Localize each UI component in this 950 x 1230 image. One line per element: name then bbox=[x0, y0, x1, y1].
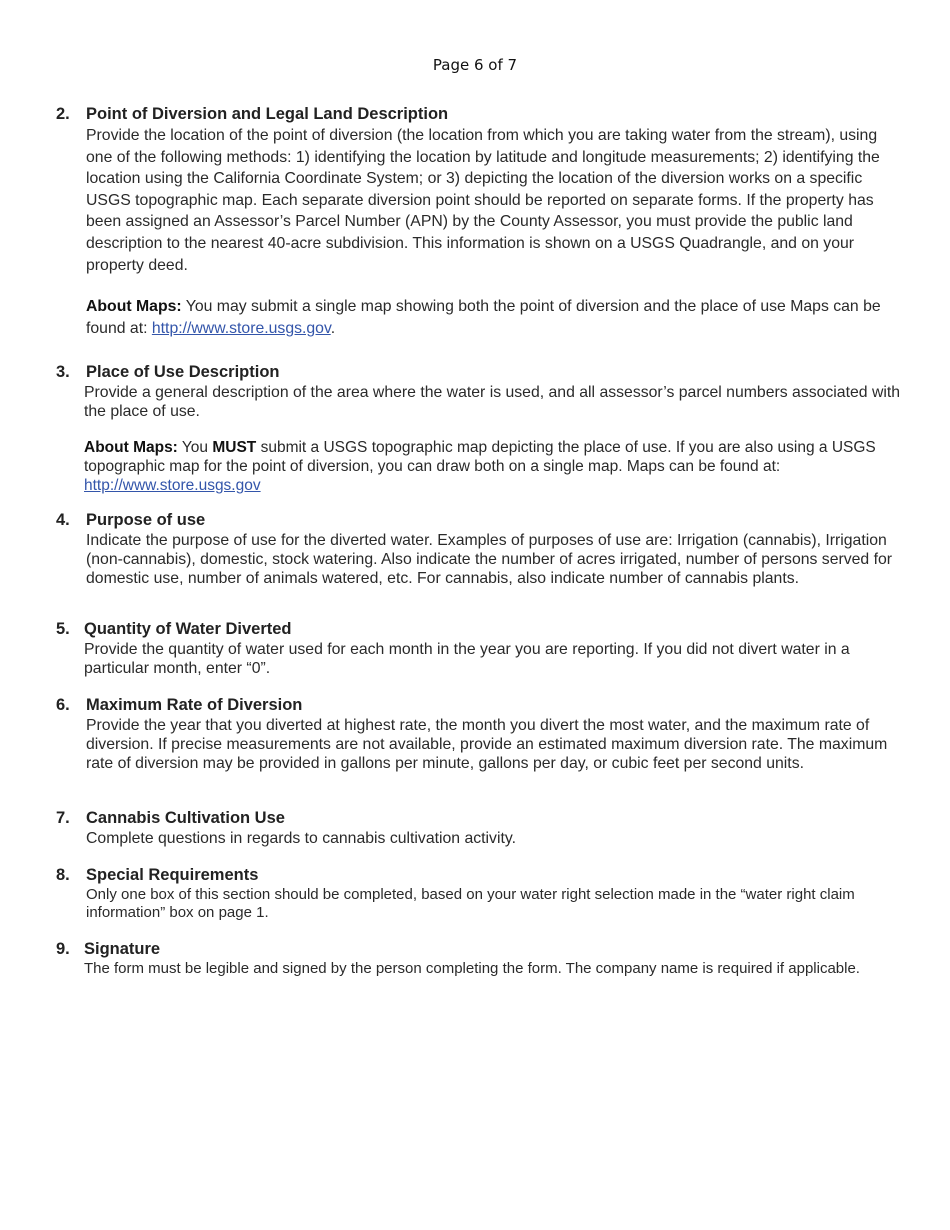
section-max-rate bbox=[56, 695, 906, 773]
section-title: Signature bbox=[84, 940, 161, 958]
section-number: 2. bbox=[56, 105, 70, 123]
section-body: Complete questions in regards to cannabis cultivation activity. bbox=[86, 830, 516, 847]
section-point-of-diversion bbox=[56, 104, 906, 276]
section-title: Maximum Rate of Diversion bbox=[86, 696, 303, 714]
section-title: Quantity of Water Diverted bbox=[84, 620, 292, 638]
section-number: 5. bbox=[56, 620, 70, 638]
section-title: Point of Diversion and Legal Land Description bbox=[86, 105, 449, 123]
section-title: Purpose of use bbox=[86, 511, 206, 529]
section-body: Provide the quantity of water used for each month in the year you are reporting. If you did not divert water in a particular month, enter “0”. bbox=[84, 641, 850, 677]
section-title: Special Requirements bbox=[86, 866, 259, 884]
about-maps-note: About Maps: You MUST submit a USGS topographic map depicting the place of use. If you are also using a USGS topographic map for the point of diversion, you can draw both on a single map. Maps can be found at: http://www.store.usgs.gov bbox=[84, 439, 876, 494]
usgs-store-link[interactable]: http://www.store.usgs.gov bbox=[84, 477, 261, 494]
page-number: Page 6 of 7 bbox=[432, 56, 518, 74]
section-body: The form must be legible and signed by the person completing the form. The company name is required if applicable. bbox=[84, 960, 860, 977]
section-body: Indicate the purpose of use for the diverted water. Examples of purposes of use are: Irrigation (cannabis), Irrigation (non-cannabis), domestic, stock watering. Also indicate the number of acres irrigated, number of persons served for domestic use, number of animals watered, etc. For cannabis, also indicate number of cannabis plants. bbox=[86, 532, 893, 587]
must-emphasis: MUST bbox=[212, 439, 257, 456]
section-body: Provide the year that you diverted at highest rate, the month you divert the most water, and the maximum rate of diversion. If precise measurements are not available, provide an estimated maximum diversion rate. The maximum rate of diversion may be provided in gallons per minute, gallons per day, or cubic feet per second units. bbox=[86, 717, 888, 772]
section-title: Cannabis Cultivation Use bbox=[86, 809, 285, 827]
about-maps-label: About Maps: bbox=[84, 439, 178, 456]
section-number: 4. bbox=[56, 511, 70, 529]
section-title: Place of Use Description bbox=[86, 363, 280, 381]
section-special-requirements bbox=[56, 865, 906, 922]
about-maps-note: About Maps: You may submit a single map showing both the point of diversion and the place of use Maps can be found at: http://www.store.usgs.gov. bbox=[86, 298, 881, 337]
about-maps-label: About Maps: bbox=[86, 298, 182, 315]
section-number: 9. bbox=[56, 940, 70, 958]
section-signature bbox=[56, 939, 906, 977]
section-number: 8. bbox=[56, 866, 70, 884]
section-body: Provide the location of the point of diversion (the location from which you are taking water from the stream), using one of the following methods: 1) identifying the location by latitude and longitude measurements; 2) identifying the location using the California Coordinate System; or 3) depicting the location of the diversion works on a specific USGS topographic map. Each separate diversion point should be reported on separate forms. If the property has been assigned an Assessor’s Parcel Number (APN) by the County Assessor, you must provide the public land description to the nearest 40-acre subdivision. This information is shown on a USGS Quadrangle, and on your property deed. bbox=[86, 127, 880, 274]
section-quantity-diverted bbox=[56, 619, 906, 678]
section-body: Provide a general description of the area where the water is used, and all assessor’s parcel numbers associated with the place of use. bbox=[84, 384, 901, 420]
usgs-store-link[interactable]: http://www.store.usgs.gov bbox=[151, 319, 331, 337]
section-number: 7. bbox=[56, 809, 70, 827]
section-place-of-use bbox=[56, 362, 906, 421]
section-purpose-of-use bbox=[56, 510, 906, 588]
section-cannabis-use bbox=[56, 808, 906, 848]
section-number: 3. bbox=[56, 363, 70, 381]
section-number: 6. bbox=[56, 696, 70, 714]
section-body: Only one box of this section should be completed, based on your water right selection made in the “water right claim information” box on page 1. bbox=[86, 886, 855, 921]
